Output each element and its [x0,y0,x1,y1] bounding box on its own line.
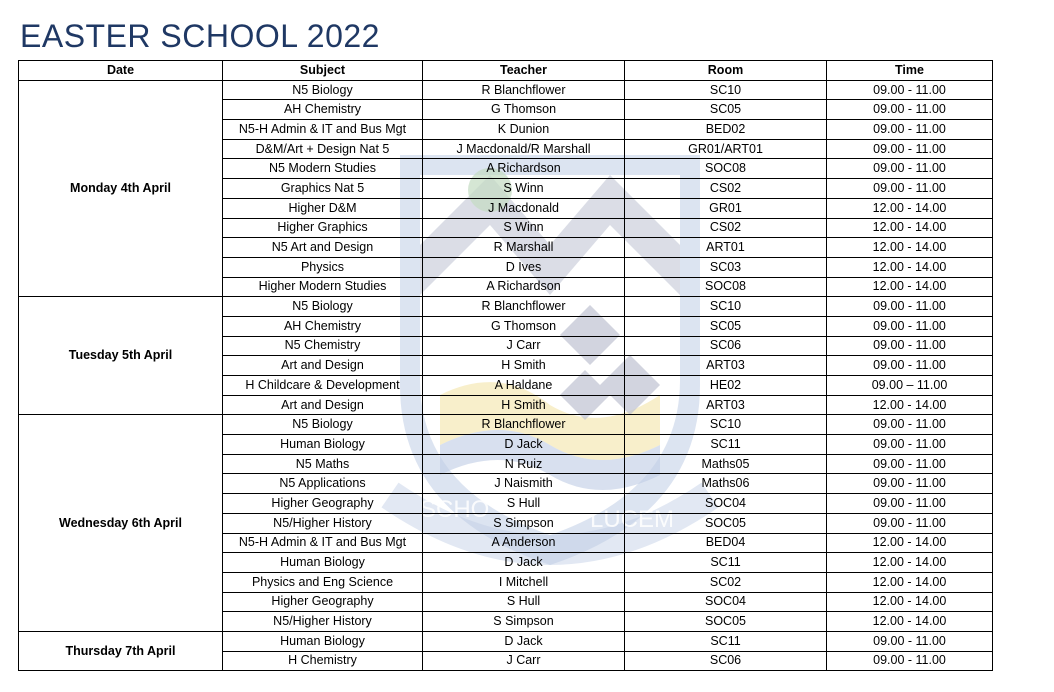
room-cell: SC11 [625,435,827,455]
header-date: Date [19,61,223,81]
teacher-cell: S Simpson [423,612,625,632]
crest-motto-left: SCHO [420,496,490,523]
subject-cell: Art and Design [223,356,423,376]
teacher-cell: G Thomson [423,100,625,120]
time-cell: 09.00 - 11.00 [827,159,993,179]
subject-cell: AH Chemistry [223,100,423,120]
subject-cell: N5 Biology [223,80,423,100]
subject-cell: Higher Graphics [223,218,423,238]
table-row [19,415,993,435]
time-cell: 09.00 - 11.00 [827,120,993,140]
time-cell: 09.00 - 11.00 [827,631,993,651]
time-cell: 09.00 - 11.00 [827,651,993,671]
page-title: EASTER SCHOOL 2022 [20,18,380,54]
subject-cell: N5/Higher History [223,612,423,632]
room-cell: ART01 [625,238,827,258]
time-cell: 09.00 - 11.00 [827,139,993,159]
subject-cell: N5 Art and Design [223,238,423,258]
table-row [19,80,993,100]
room-cell: SOC04 [625,592,827,612]
room-cell: SC06 [625,336,827,356]
teacher-cell: S Hull [423,494,625,514]
time-cell: 09.00 - 11.00 [827,494,993,514]
subject-cell: N5-H Admin & IT and Bus Mgt [223,533,423,553]
room-cell: Maths06 [625,474,827,494]
time-cell: 09.00 - 11.00 [827,100,993,120]
room-cell: CS02 [625,179,827,199]
subject-cell: Human Biology [223,553,423,573]
room-cell: SC11 [625,631,827,651]
teacher-cell: N Ruiz [423,454,625,474]
teacher-cell: K Dunion [423,120,625,140]
subject-cell: Art and Design [223,395,423,415]
teacher-cell: D Jack [423,553,625,573]
subject-cell: Higher D&M [223,198,423,218]
subject-cell: H Chemistry [223,651,423,671]
header-time: Time [827,61,993,81]
teacher-cell: G Thomson [423,316,625,336]
timetable-body [19,80,993,671]
room-cell: SOC05 [625,513,827,533]
teacher-cell: R Marshall [423,238,625,258]
date-cell: Wednesday 6th April [19,415,223,632]
header-row [19,61,993,81]
date-cell: Monday 4th April [19,80,223,297]
teacher-cell: H Smith [423,356,625,376]
subject-cell: Higher Geography [223,494,423,514]
time-cell: 12.00 - 14.00 [827,277,993,297]
time-cell: 09.00 - 11.00 [827,474,993,494]
room-cell: SOC08 [625,277,827,297]
subject-cell: Human Biology [223,631,423,651]
teacher-cell: R Blanchflower [423,80,625,100]
time-cell: 12.00 - 14.00 [827,395,993,415]
room-cell: GR01/ART01 [625,139,827,159]
teacher-cell: D Jack [423,435,625,455]
time-cell: 12.00 - 14.00 [827,198,993,218]
teacher-cell: S Winn [423,179,625,199]
timetable [18,60,993,671]
room-cell: SC10 [625,415,827,435]
room-cell: GR01 [625,198,827,218]
teacher-cell: A Anderson [423,533,625,553]
teacher-cell: I Mitchell [423,572,625,592]
teacher-cell: S Winn [423,218,625,238]
room-cell: SC05 [625,316,827,336]
room-cell: SC06 [625,651,827,671]
room-cell: SC05 [625,100,827,120]
subject-cell: Higher Modern Studies [223,277,423,297]
time-cell: 09.00 - 11.00 [827,336,993,356]
teacher-cell: R Blanchflower [423,297,625,317]
room-cell: SC02 [625,572,827,592]
teacher-cell: D Ives [423,257,625,277]
table-row [19,297,993,317]
teacher-cell: H Smith [423,395,625,415]
teacher-cell: S Hull [423,592,625,612]
time-cell: 12.00 - 14.00 [827,612,993,632]
subject-cell: N5 Biology [223,297,423,317]
teacher-cell: A Haldane [423,376,625,396]
time-cell: 09.00 - 11.00 [827,80,993,100]
room-cell: SOC08 [625,159,827,179]
time-cell: 12.00 - 14.00 [827,257,993,277]
room-cell: CS02 [625,218,827,238]
subject-cell: AH Chemistry [223,316,423,336]
header-room: Room [625,61,827,81]
date-cell: Thursday 7th April [19,631,223,670]
subject-cell: N5 Applications [223,474,423,494]
subject-cell: Physics and Eng Science [223,572,423,592]
subject-cell: N5 Maths [223,454,423,474]
teacher-cell: S Simpson [423,513,625,533]
room-cell: SC10 [625,80,827,100]
header-subject: Subject [223,61,423,81]
teacher-cell: J Carr [423,336,625,356]
room-cell: HE02 [625,376,827,396]
subject-cell: N5/Higher History [223,513,423,533]
subject-cell: D&M/Art + Design Nat 5 [223,139,423,159]
time-cell: 09.00 - 11.00 [827,454,993,474]
room-cell: SC11 [625,553,827,573]
time-cell: 09.00 - 11.00 [827,179,993,199]
room-cell: BED04 [625,533,827,553]
time-cell: 12.00 - 14.00 [827,553,993,573]
time-cell: 09.00 - 11.00 [827,356,993,376]
room-cell: ART03 [625,356,827,376]
teacher-cell: R Blanchflower [423,415,625,435]
subject-cell: N5-H Admin & IT and Bus Mgt [223,120,423,140]
crest-motto-right: LUCEM [590,506,675,533]
room-cell: SOC04 [625,494,827,514]
room-cell: ART03 [625,395,827,415]
date-cell: Tuesday 5th April [19,297,223,415]
time-cell: 09.00 - 11.00 [827,415,993,435]
table-row [19,631,993,651]
subject-cell: Human Biology [223,435,423,455]
room-cell: BED02 [625,120,827,140]
subject-cell: N5 Biology [223,415,423,435]
teacher-cell: J Naismith [423,474,625,494]
time-cell: 12.00 - 14.00 [827,238,993,258]
room-cell: SC03 [625,257,827,277]
time-cell: 09.00 - 11.00 [827,297,993,317]
room-cell: SC10 [625,297,827,317]
time-cell: 12.00 - 14.00 [827,218,993,238]
teacher-cell: J Carr [423,651,625,671]
time-cell: 09.00 – 11.00 [827,376,993,396]
subject-cell: N5 Chemistry [223,336,423,356]
teacher-cell: J Macdonald [423,198,625,218]
teacher-cell: A Richardson [423,277,625,297]
room-cell: Maths05 [625,454,827,474]
time-cell: 12.00 - 14.00 [827,533,993,553]
teacher-cell: J Macdonald/R Marshall [423,139,625,159]
time-cell: 09.00 - 11.00 [827,316,993,336]
header-teacher: Teacher [423,61,625,81]
time-cell: 09.00 - 11.00 [827,513,993,533]
subject-cell: Physics [223,257,423,277]
subject-cell: H Childcare & Development [223,376,423,396]
time-cell: 12.00 - 14.00 [827,592,993,612]
room-cell: SOC05 [625,612,827,632]
time-cell: 09.00 - 11.00 [827,435,993,455]
subject-cell: Higher Geography [223,592,423,612]
subject-cell: N5 Modern Studies [223,159,423,179]
subject-cell: Graphics Nat 5 [223,179,423,199]
teacher-cell: A Richardson [423,159,625,179]
time-cell: 12.00 - 14.00 [827,572,993,592]
teacher-cell: D Jack [423,631,625,651]
